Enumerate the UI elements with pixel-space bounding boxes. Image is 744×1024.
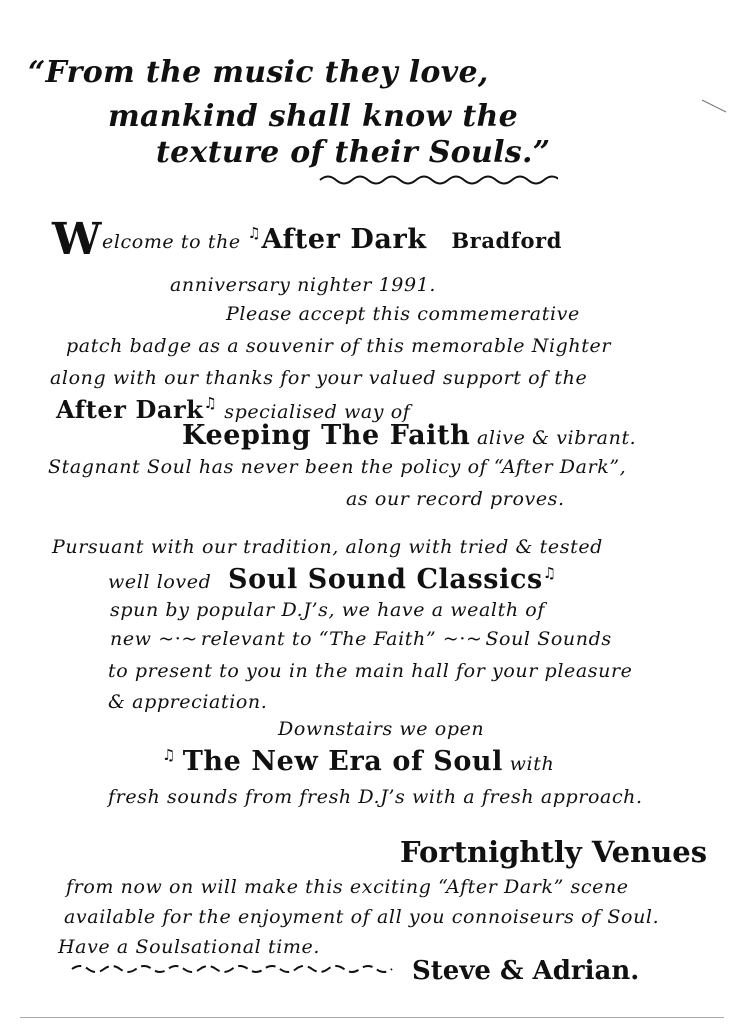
after-dark-inline: After Dark bbox=[56, 395, 204, 424]
para1-line-4: patch badge as a souvenir of this memorable Nighter bbox=[66, 335, 612, 357]
para2-line-7: Downstairs we open bbox=[278, 718, 485, 740]
para2-line-3: spun by popular D.J’s, we have a wealth of bbox=[110, 599, 545, 621]
music-note-icon: ♫ bbox=[542, 564, 557, 582]
new-era-of-soul: The New Era of Soul bbox=[182, 746, 504, 777]
quote-line-2: mankind shall know the bbox=[108, 99, 519, 134]
para3-line-1: from now on will make this exciting “After Dark” scene bbox=[66, 876, 629, 898]
para2-line-2 bbox=[108, 566, 557, 593]
squiggle-ornament-icon: ~·~ bbox=[442, 628, 483, 650]
keeping-the-faith: Keeping The Faith bbox=[182, 420, 471, 451]
para2-line-1: Pursuant with our tradition, along with tried & tested bbox=[52, 536, 603, 558]
para1-line-9: as our record proves. bbox=[346, 488, 565, 510]
para2-line-4c: Soul Sounds bbox=[485, 628, 612, 650]
scan-edge-line bbox=[20, 1017, 724, 1018]
scan-mark bbox=[700, 96, 730, 116]
music-note-icon: ♫ bbox=[247, 224, 262, 242]
para1-line-7 bbox=[182, 422, 636, 449]
para2-line-4b: relevant to “The Faith” bbox=[200, 628, 437, 650]
squiggle-ornament-icon bbox=[318, 172, 558, 188]
para2-line-2a: well loved bbox=[108, 571, 212, 593]
para2-line-4a: new bbox=[110, 628, 152, 650]
bradford-text: Bradford bbox=[451, 228, 563, 253]
welcome-line bbox=[52, 214, 563, 265]
welcome-text: elcome to the bbox=[102, 231, 241, 253]
para1-line-6b: specialised way of bbox=[224, 401, 411, 423]
squiggle-ornament-icon bbox=[70, 962, 400, 976]
para2-line-8b: with bbox=[509, 753, 555, 775]
para1-line-6 bbox=[56, 396, 410, 422]
para1-line-5: along with our thanks for your valued support of the bbox=[50, 367, 588, 389]
para2-line-5: to present to you in the main hall for your pleasure bbox=[108, 660, 633, 682]
signature: Steve & Adrian. bbox=[412, 956, 640, 986]
para2-line-9: fresh sounds from fresh D.J’s with a fresh approach. bbox=[108, 786, 643, 808]
soul-sound-classics: Soul Sound Classics bbox=[228, 564, 543, 595]
music-note-icon: ♫ bbox=[203, 394, 218, 412]
quote-line-1: “From the music they love, bbox=[28, 55, 489, 90]
para2-line-8 bbox=[162, 748, 554, 775]
para1-line-8: Stagnant Soul has never been the policy of “After Dark”, bbox=[48, 456, 627, 478]
quote-line-3: texture of their Souls.” bbox=[156, 135, 551, 170]
music-note-icon: ♫ bbox=[162, 746, 177, 764]
para3-line-3: Have a Soulsational time. bbox=[58, 936, 320, 958]
para1-line-7b: alive & vibrant. bbox=[476, 427, 637, 449]
fortnightly-venues: Fortnightly Venues bbox=[400, 835, 708, 869]
para2-line-4 bbox=[110, 630, 612, 649]
squiggle-ornament-icon: ~·~ bbox=[158, 628, 198, 650]
para2-line-6: & appreciation. bbox=[108, 691, 268, 713]
para1-line-2: anniversary nighter 1991. bbox=[170, 274, 436, 296]
after-dark-title: After Dark bbox=[261, 224, 427, 255]
para3-line-2: available for the enjoyment of all you connoiseurs of Soul. bbox=[64, 906, 660, 928]
drop-cap-w: W bbox=[52, 214, 103, 265]
para1-line-3: Please accept this commemerative bbox=[226, 303, 580, 325]
